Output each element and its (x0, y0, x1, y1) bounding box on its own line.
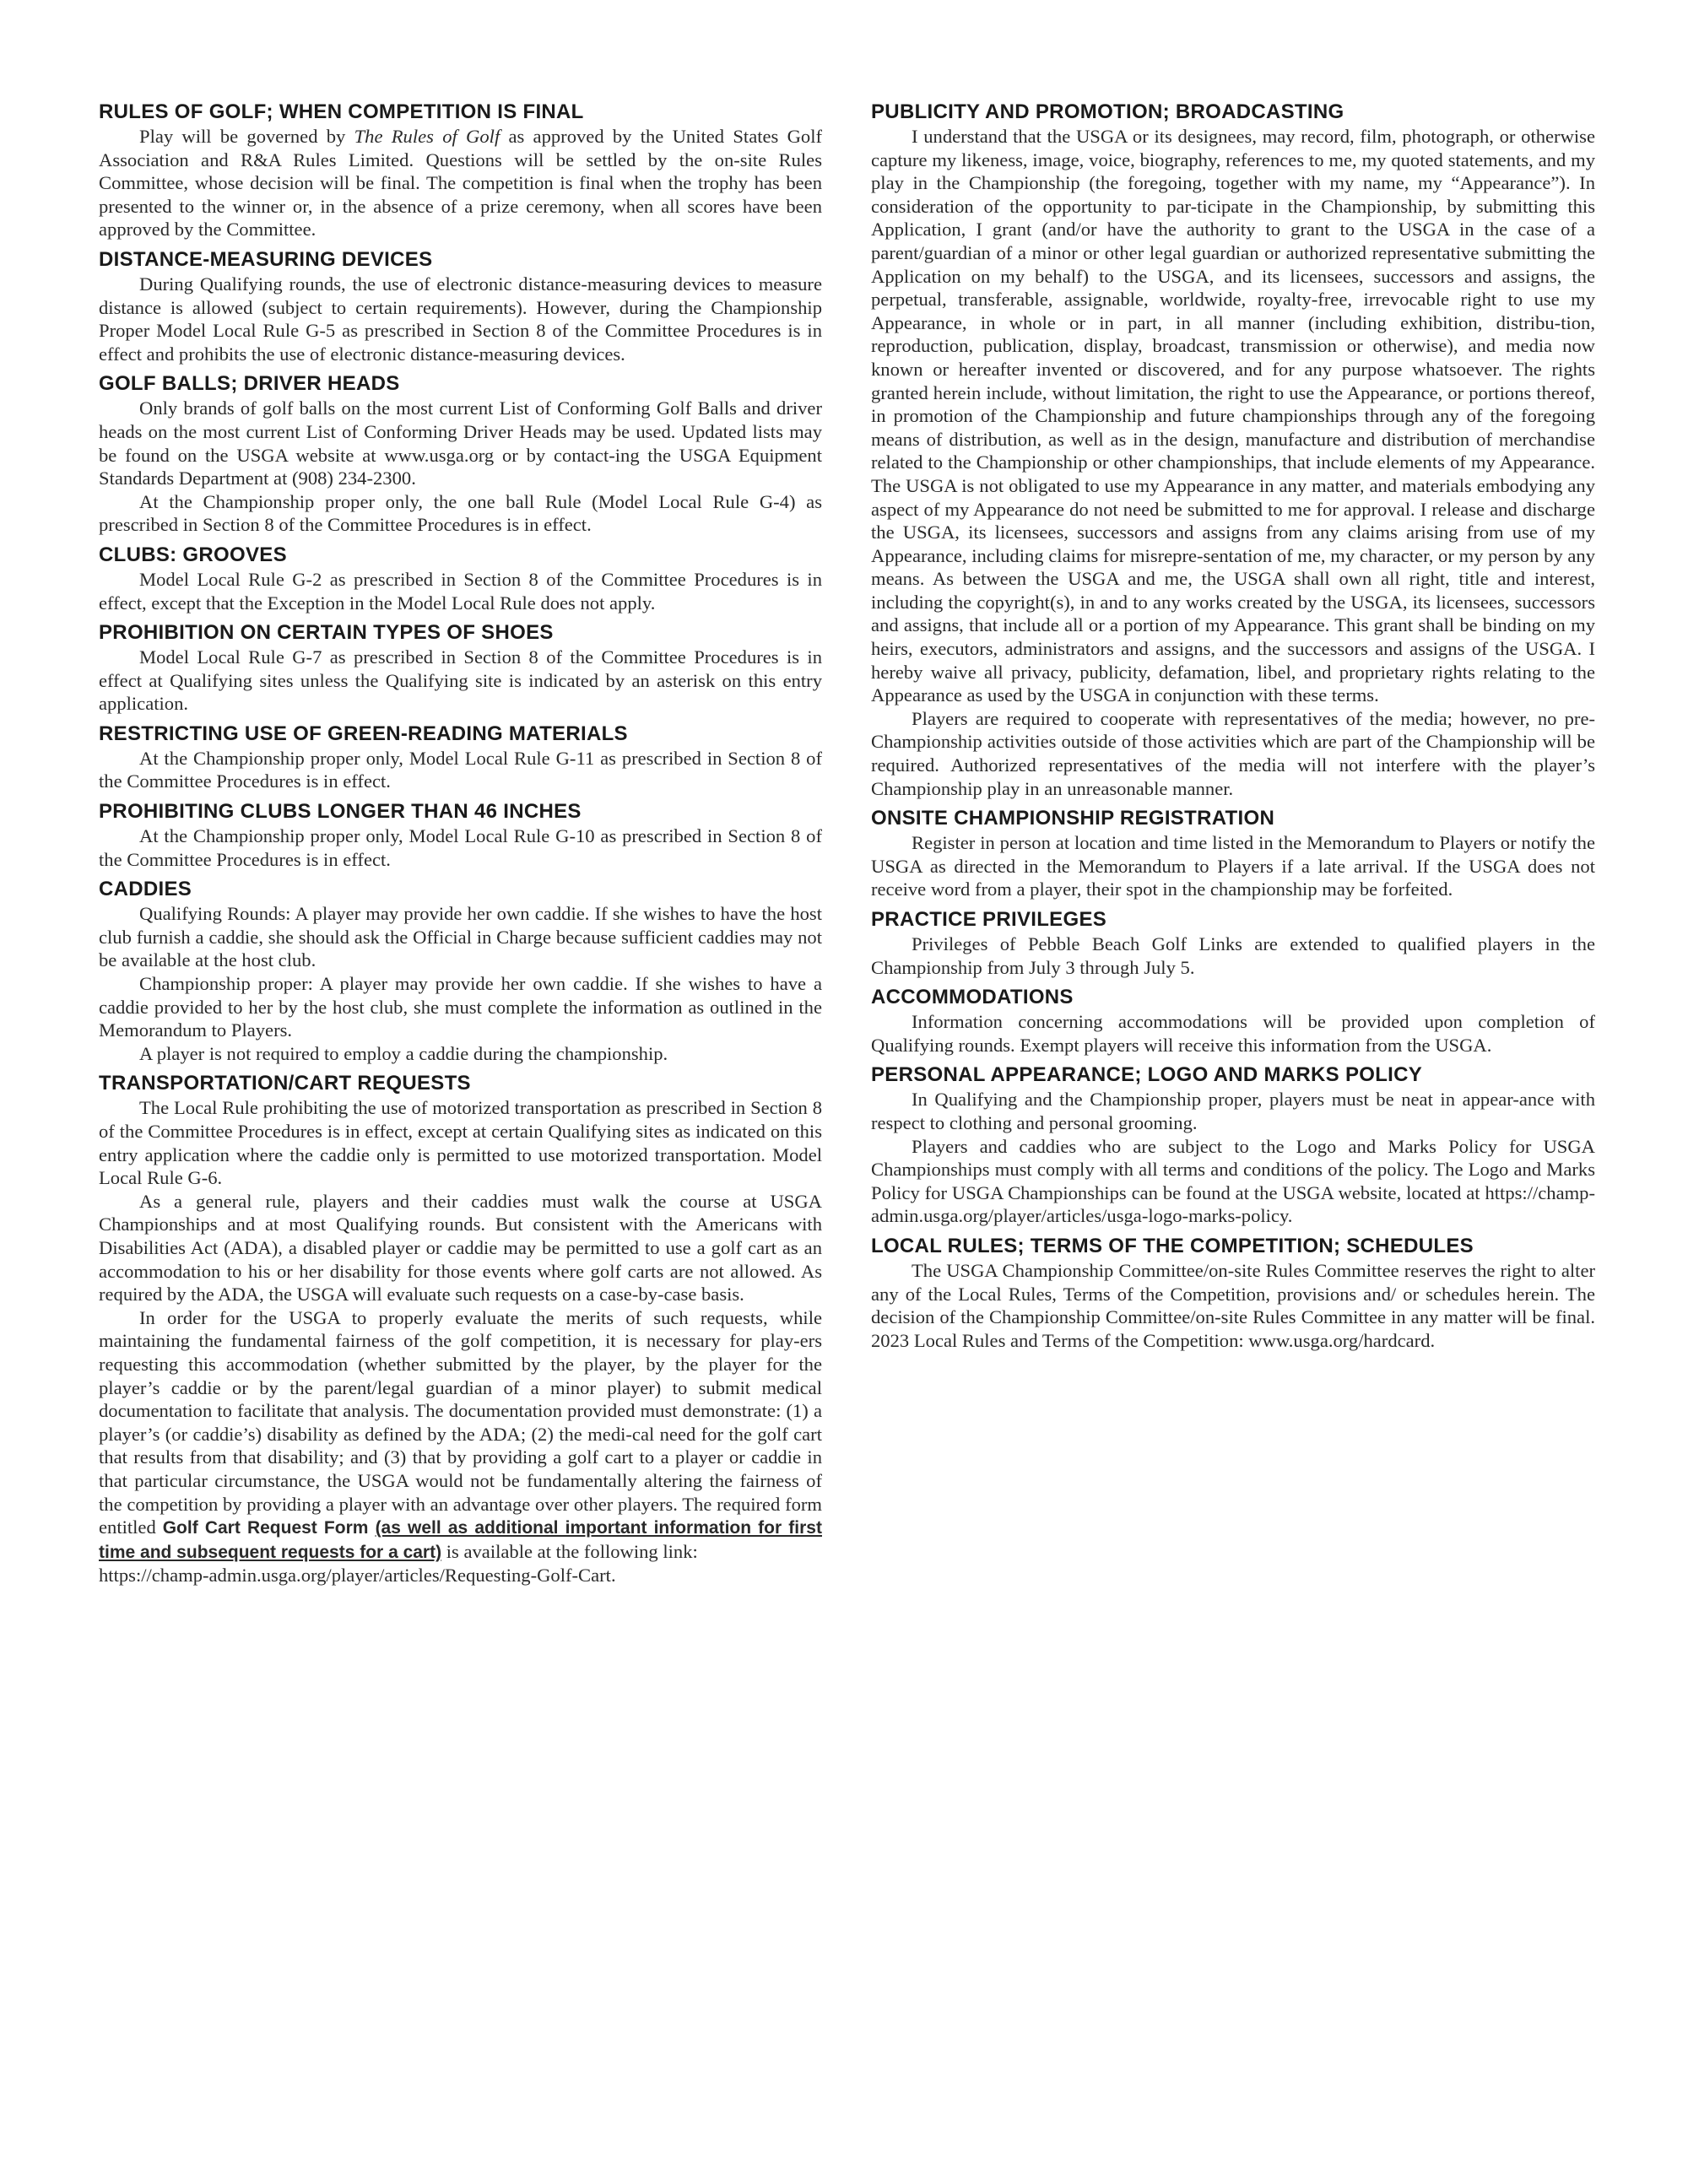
section-paragraph: The USGA Championship Committee/on-site Rules Committee reserves the right to alter any of the Local Rules, Terms of the Competition, provisions and/ or schedules herein. The decision of the Championship Committee/on-site Rules Committee in any matter will be final. 2023 Local Rules and Terms of the Competition: www.usga.org/hardcard. (871, 1259, 1595, 1351)
section-paragraph: Players are required to cooperate with representatives of the media; however, no pre-Championship activities outside of those activities which are part of the Championship will be required. Authorized representatives of the media will not interfere with the player’s Championship play in an unreasonable manner. (871, 707, 1595, 799)
section-paragraph: At the Championship proper only, Model Local Rule G-11 as prescribed in Section 8 of the Committee Procedures is in effect. (99, 747, 822, 792)
section-paragraph: Players and caddies who are subject to the Logo and Marks Policy for USGA Championships must comply with all terms and conditions of the policy. The Logo and Marks Policy for USGA Championships can be found at the USGA website, located at https://champ-admin.usga.org/player/articles/usga-logo-marks-policy. (871, 1135, 1595, 1227)
section-heading: CADDIES (99, 878, 192, 901)
section-paragraph: Qualifying Rounds: A player may provide her own caddie. If she wishes to have the host club furnish a caddie, she should ask the Official in Charge because sufficient caddies may not be available at the host club. (99, 903, 822, 971)
section-heading: RESTRICTING USE OF GREEN-READING MATERIALS (99, 722, 628, 745)
section-rules-of-golf (99, 100, 822, 241)
section-heading: RULES OF GOLF; WHEN COMPETITION IS FINAL (99, 100, 584, 123)
section-heading: PROHIBITION ON CERTAIN TYPES OF SHOES (99, 621, 554, 645)
text-run: is available at the following link: (441, 1540, 698, 1562)
golf-cart-url-link[interactable]: https://champ-admin.usga.org/player/articles/Requesting-Golf-Cart. (99, 1565, 616, 1587)
section-paragraph: The Local Rule prohibiting the use of motorized transportation as prescribed in Section 8 of the Committee Procedures is in effect, except at certain Qualifying sites as indicated on this entry application where the caddie only is permitted to use motorized transportation. Model Local Rule G-6. (99, 1097, 822, 1189)
section-heading: TRANSPORTATION/CART REQUESTS (99, 1072, 471, 1095)
italic-title: The Rules of Golf (354, 126, 500, 147)
section-heading: PRACTICE PRIVILEGES (871, 908, 1107, 931)
section-heading: LOCAL RULES; TERMS OF THE COMPETITION; SCHEDULES (871, 1234, 1474, 1257)
section-heading: PERSONAL APPEARANCE; LOGO AND MARKS POLICY (871, 1063, 1423, 1087)
text-run: Play will be governed by (139, 126, 354, 147)
section-practice (871, 907, 1595, 979)
section-paragraph: As a general rule, players and their caddies must walk the course at USGA Championships and at most Qualifying rounds. But consistent with the Americans with Disabilities Act (ADA), a disabled player or caddie may be permitted to use a golf cart as an accommodation to his or her disability for those events where golf carts are not allowed. As required by the ADA, the USGA will evaluate such requests on a case-by-case basis. (99, 1190, 822, 1306)
section-paragraph (99, 125, 822, 241)
section-golf-balls (99, 371, 822, 537)
section-paragraph: At the Championship proper only, Model Local Rule G-10 as prescribed in Section 8 of the Committee Procedures is in effect. (99, 825, 822, 870)
section-caddies (99, 877, 822, 1065)
section-paragraph: Model Local Rule G-7 as prescribed in Section 8 of the Committee Procedures is in effect at Qualifying sites unless the Qualifying site is indicated by an asterisk on this entry application. (99, 646, 822, 715)
section-heading: PUBLICITY AND PROMOTION; BROADCASTING (871, 100, 1344, 123)
section-transportation (99, 1071, 822, 1587)
section-paragraph: At the Championship proper only, the one ball Rule (Model Local Rule G-4) as prescribed in Section 8 of the Committee Procedures is in effect. (99, 490, 822, 536)
section-heading: PROHIBITING CLUBS LONGER THAN 46 INCHES (99, 800, 582, 824)
golf-cart-form-title: Golf Cart Request Form (162, 1518, 376, 1538)
section-heading: ACCOMMODATIONS (871, 986, 1074, 1009)
section-publicity (871, 100, 1595, 800)
section-appearance-policy (871, 1062, 1595, 1228)
section-local-rules (871, 1234, 1595, 1352)
golf-cart-info-link[interactable]: (as well as additional important information for first time and subsequent requests for a cart) (99, 1518, 822, 1562)
section-paragraph: Model Local Rule G-2 as prescribed in Section 8 of the Committee Procedures is in effect, except that the Exception in the Model Local Rule does not apply. (99, 568, 822, 614)
section-paragraph: Information concerning accommodations will be provided upon completion of Qualifying rounds. Exempt players will receive this information from the USGA. (871, 1011, 1595, 1056)
section-paragraph: Privileges of Pebble Beach Golf Links are extended to qualified players in the Championship from July 3 through July 5. (871, 933, 1595, 978)
section-paragraph: Register in person at location and time listed in the Memorandum to Players or notify the USGA as directed in the Memorandum to Players if a late arrival. If the USGA does not receive word from a player, their spot in the championship may be forfeited. (871, 832, 1595, 900)
section-accommodations (871, 985, 1595, 1057)
section-paragraph: During Qualifying rounds, the use of electronic distance-measuring devices to measure distance is allowed (subject to certain requirements). However, during the Championship Proper Model Local Rule G-5 as prescribed in Section 8 of the Committee Procedures is in effect and prohibits the use of electronic distance-measuring devices. (99, 273, 822, 365)
section-paragraph: In Qualifying and the Championship proper, players must be neat in appear-ance with respect to clothing and personal grooming. (871, 1089, 1595, 1133)
section-heading: DISTANCE-MEASURING DEVICES (99, 247, 433, 271)
section-paragraph (99, 1306, 822, 1565)
section-green-reading (99, 722, 822, 793)
section-paragraph: A player is not required to employ a caddie during the championship. (139, 1042, 668, 1064)
text-run: In order for the USGA to properly evaluate the merits of such requests, while maintaining the fundamental fairness of the golf competition, it is necessary for play-ers requesting this accommodation (whether submitted by the player, by the player for the player’s caddie or by the parent/legal guardian of a minor player) to submit medical documentation to facilitate that analysis. The documentation provided must demonstrate: (1) a player’s (or caddie’s) disability as defined by the ADA; (2) the medi-cal need for the golf cart that results from that disability; and (3) that by providing a golf cart to a player or caddie in that particular circumstance, the USGA would not be fundamentally altering the fairness of the competition by providing a player with an advantage over other players. The required form entitled (99, 1306, 822, 1538)
section-heading: ONSITE CHAMPIONSHIP REGISTRATION (871, 807, 1275, 830)
section-clubs-grooves (99, 543, 822, 614)
left-column (99, 100, 822, 1593)
section-paragraph: Only brands of golf balls on the most current List of Conforming Golf Balls and driver heads on the most current List of Conforming Driver Heads may be used. Updated lists may be found on the USGA website at www.usga.org or by contact-ing the USGA Equipment Standards Department at (908) 234-2300. (99, 397, 822, 489)
section-shoes (99, 620, 822, 716)
section-paragraph: Championship proper: A player may provide her own caddie. If she wishes to have a caddie provided to her by the host club, she must complete the information as outlined in the Memorandum to Players. (99, 973, 822, 1041)
section-heading: CLUBS: GROOVES (99, 543, 287, 566)
right-column (871, 100, 1595, 1358)
section-distance-measuring (99, 247, 822, 365)
section-onsite-registration (871, 806, 1595, 901)
section-heading: GOLF BALLS; DRIVER HEADS (99, 372, 400, 396)
text-run: as approved by the United States Golf Association and R&A Rules Limited. Questions will be settled by the on-site Rules Committee, whose decision will be final. The competition is final when the trophy has been presented to the winner or, in the absence of a prize ceremony, when all scores have been approved by the Committee. (99, 126, 822, 241)
section-paragraph: I understand that the USGA or its designees, may record, film, photograph, or otherwise capture my likeness, image, voice, biography, references to me, my quoted statements, and my play in the Championship (the foregoing, together with my name, my “Appearance”). In consideration of the opportunity to par-ticipate in the Championship, by submitting this Application, I grant (and/or have the authority to grant to the USGA in the case of a parent/guardian of a minor or other legal guardian or authorized representative submitting the Application on my behalf) to the USGA, and its licensees, successors and assigns, the perpetual, transferable, assignable, worldwide, royalty-free, irrevocable right to use my Appearance, in whole or in part, in all manner (including exhibition, distribu-tion, reproduction, publication, display, broadcast, transmission or otherwise), and media now known or hereafter invented or discovered, and for any purpose whatsoever. The rights granted herein include, without limitation, the right to use the Appearance, or portions thereof, in promotion of the Championship and future championships through any of the foregoing means of distribution, as well as in the design, manufacture and distribution of merchandise related to the Championship or other championships, that include elements of my Appearance. The USGA is not obligated to use my Appearance in any matter, and materials embodying any aspect of my Appearance do not need be submitted to me for approval. I release and discharge the USGA, its licensees, successors and assigns from any claims arising from use of my Appearance, including claims for misrepre-sentation of me, my character, or my person by any means. As between the USGA and me, the USGA shall own all right, title and interest, including the copyright(s), in and to any works created by the USGA, its licensees, successors and assigns, that include all or a portion of my Appearance. This grant shall be binding on my heirs, executors, administrators and assigns, and the successors and assigns of the USGA. I hereby waive all privacy, publicity, defamation, libel, and proprietary rights relating to the Appearance as used by the USGA in conjunction with these terms. (871, 126, 1595, 706)
section-clubs-46 (99, 799, 822, 871)
